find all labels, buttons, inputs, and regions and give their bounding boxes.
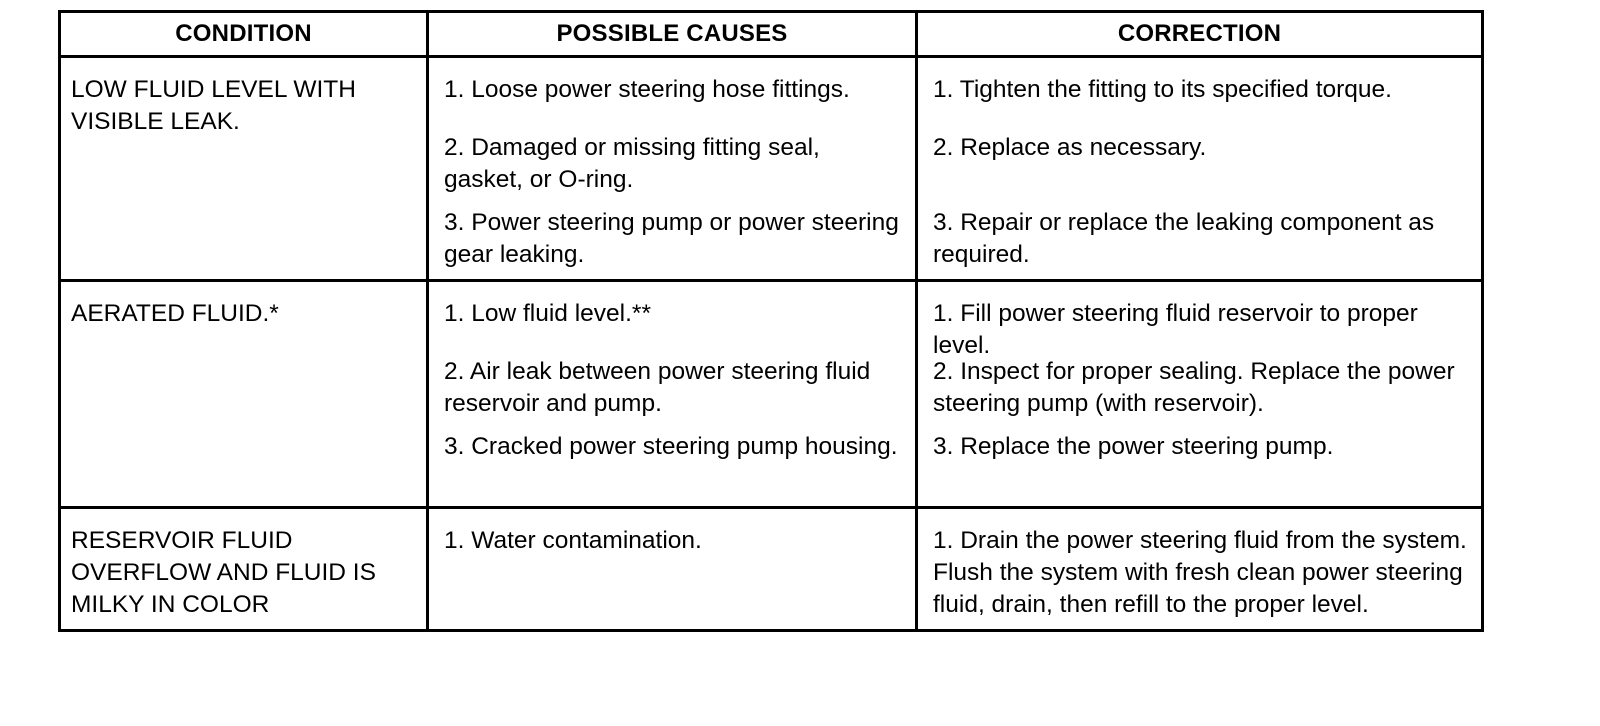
diagnosis-table [58, 10, 1484, 632]
table-row [60, 281, 1483, 508]
cause-item: 3. Cracked power steering pump housing. [444, 433, 898, 460]
condition-text: RESERVOIR FLUID OVERFLOW AND FLUID IS MILKY IN COLOR [71, 527, 376, 618]
causes-cell [428, 57, 917, 281]
correction-item: 1. Drain the power steering fluid from the system. Flush the system with fresh clean power steering fluid, drain, then refill to the proper level. [933, 527, 1467, 618]
correction-item: 3. Repair or replace the leaking component as required. [933, 209, 1435, 268]
corrections-cell [917, 57, 1483, 281]
table-row [60, 57, 1483, 281]
correction-item: 1. Tighten the fitting to its specified torque. [933, 76, 1392, 103]
cause-item: 3. Power steering pump or power steering gear leaking. [444, 209, 899, 268]
cause-item: 2. Air leak between power steering fluid reservoir and pump. [444, 358, 871, 417]
condition-cell [60, 57, 428, 281]
corrections-cell [917, 508, 1483, 631]
condition-cell [60, 281, 428, 508]
causes-cell [428, 281, 917, 508]
table-row [60, 508, 1483, 631]
corrections-cell [917, 281, 1483, 508]
header-possible-causes: POSSIBLE CAUSES [428, 12, 917, 57]
cause-item: 1. Water contamination. [444, 527, 702, 554]
header-condition: CONDITION [60, 12, 428, 57]
correction-item: 3. Replace the power steering pump. [933, 433, 1334, 460]
correction-item: 1. Fill power steering fluid reservoir to proper level. [933, 300, 1418, 359]
header-correction: CORRECTION [917, 12, 1483, 57]
causes-cell [428, 508, 917, 631]
cause-item: 2. Damaged or missing fitting seal, gasket, or O-ring. [444, 134, 820, 193]
correction-item: 2. Inspect for proper sealing. Replace the power steering pump (with reservoir). [933, 358, 1455, 417]
condition-cell [60, 508, 428, 631]
condition-text: LOW FLUID LEVEL WITH VISIBLE LEAK. [71, 76, 356, 135]
cause-item: 1. Loose power steering hose fittings. [444, 76, 850, 103]
condition-text: AERATED FLUID.* [71, 300, 279, 327]
header-row [60, 12, 1483, 57]
correction-item: 2. Replace as necessary. [933, 134, 1207, 161]
cause-item: 1. Low fluid level.** [444, 300, 652, 327]
